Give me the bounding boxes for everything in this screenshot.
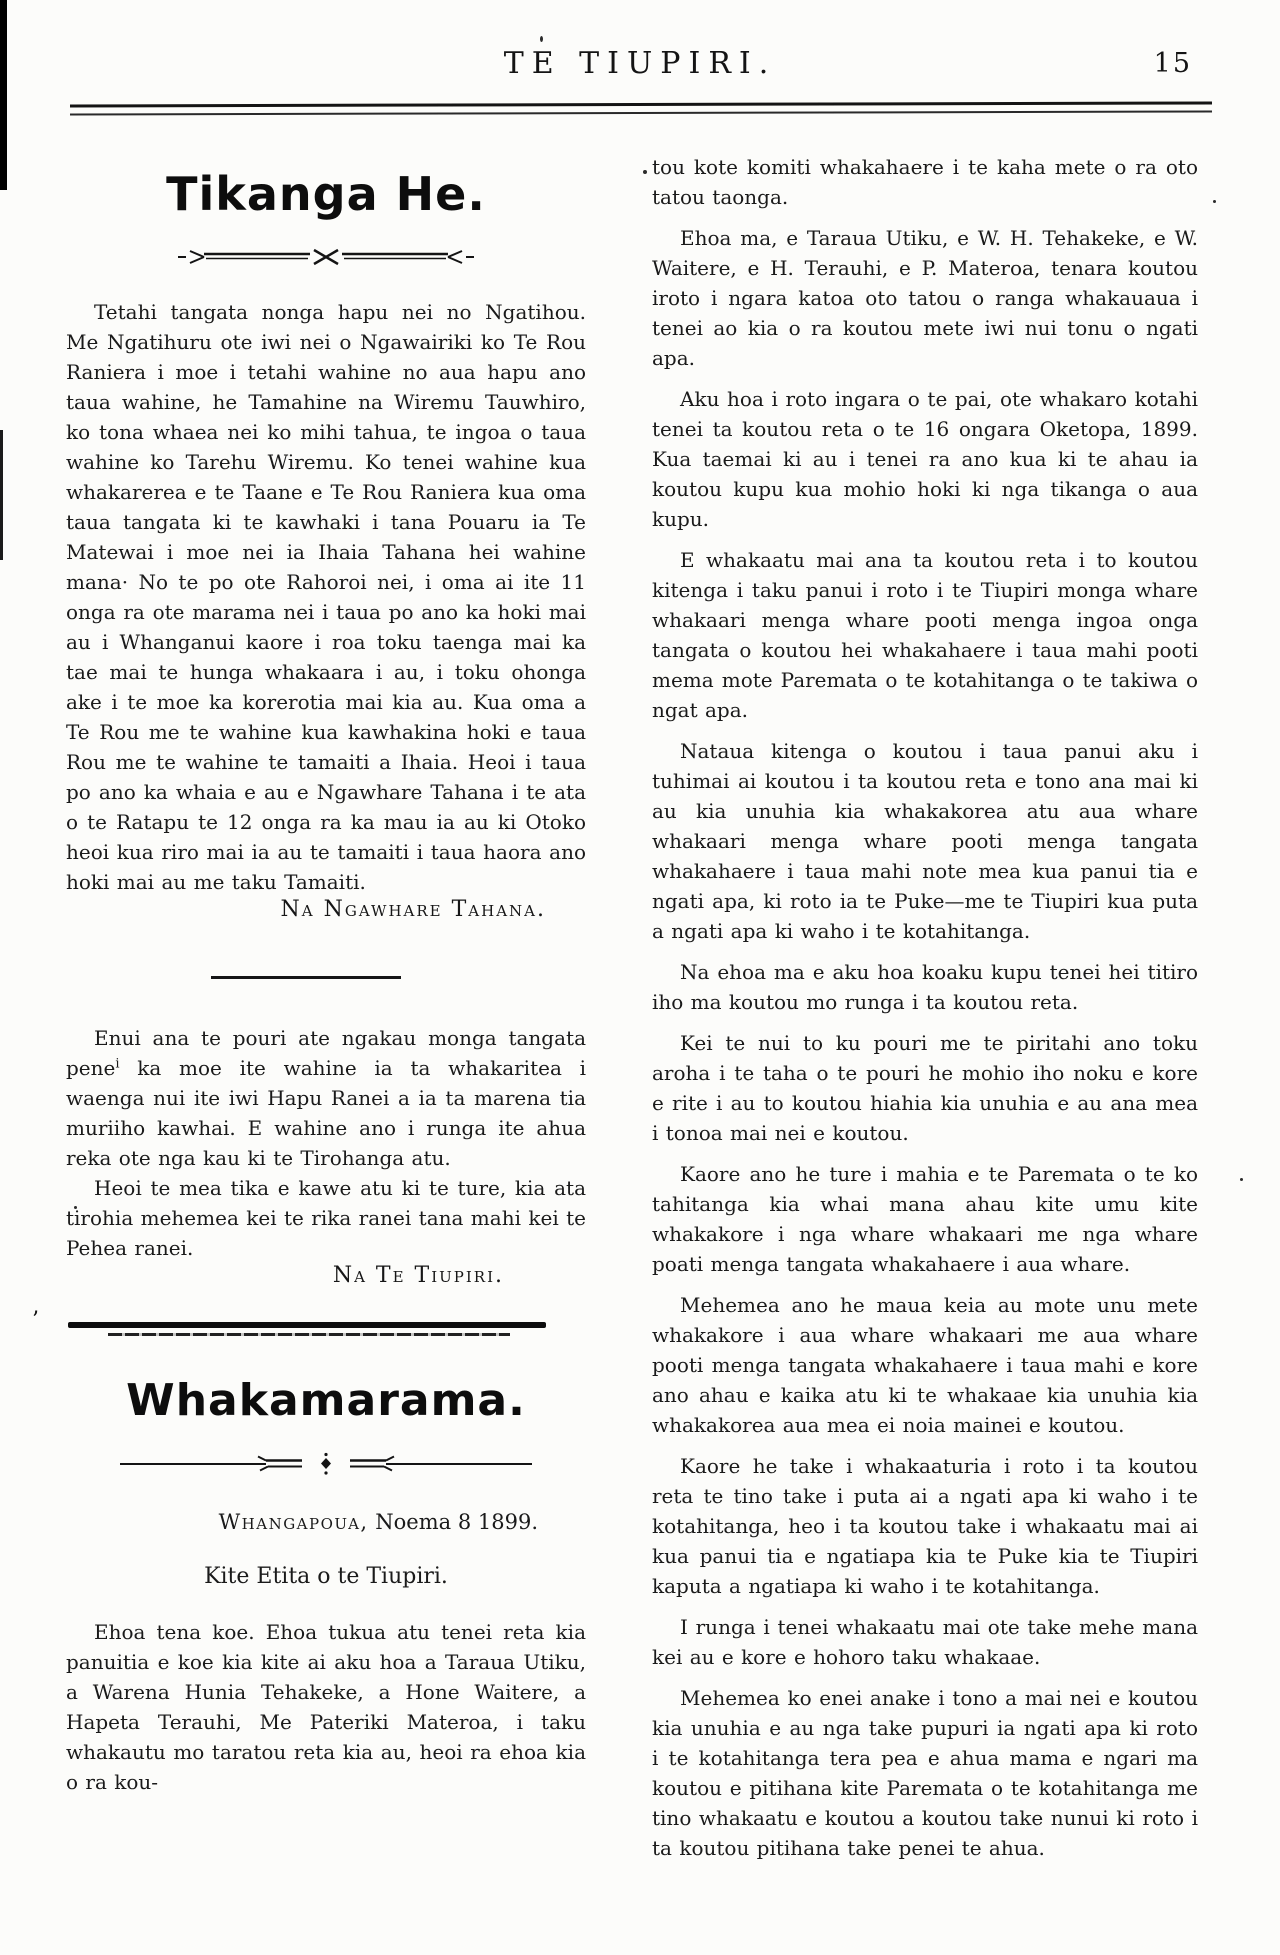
rule-bar — [108, 1333, 510, 1336]
ink-speck — [643, 170, 647, 174]
right-column — [652, 152, 1198, 1863]
paragraph — [66, 1023, 586, 1173]
paragraph-text: ka moe ite wahine ia ta whakaritea i waenga nui ite iwi Hapu Ranei a ia ta marena tia muriiho kawhai. E wahine ano i runga ite ahua reka ote nga kau ki te Tirohanga atu. — [66, 1055, 586, 1170]
heavy-section-rule — [32, 1307, 586, 1340]
section-rule — [211, 976, 401, 979]
paragraph: Aku hoa i roto ingara o te pai, ote whakaro kotahi tenei ta koutou reta o te 16 ongara Oketopa, 1899. Kua taemai ki au i tenei ra ano kua ki te ahau ia koutou kupu kua mohio hoki ki nga tikanga o aua kupu. — [652, 387, 1198, 531]
rule-bar — [68, 1322, 546, 1328]
paragraph: tou kote komiti whakahaere i te kaha mete o ra oto tatou taonga. — [652, 155, 1198, 209]
dateline-date: Noema 8 1899. — [368, 1510, 538, 1535]
paragraph: Nataua kitenga o koutou i taua panui aku i tuhimai ai koutou i ta koutou reta e tono ana mai ki au kia unuhia kia whakakorea atu aua whare whakaari menga whare pooti menga tangata whakahaere i taua mahi note mea kua panui tia e ngati apa, ki roto ia te Puke—me te Tiupiri kua puta a ngati apa ki waho i te kotahitanga. — [652, 739, 1198, 943]
paragraph: Na ehoa ma e aku hoa koaku kupu tenei hei titiro iho ma koutou mo runga i ta koutou reta. — [652, 960, 1198, 1014]
signature-ngawhare-tahana: Na Ngawhare Tahana. — [280, 896, 546, 922]
dateline-place: Whangapoua, — [218, 1510, 369, 1535]
signature-te-tiupiri: Na Te Tiupiri. — [332, 1262, 504, 1288]
ink-speck: ’ — [32, 1307, 39, 1333]
left-column — [32, 167, 586, 1797]
ornamental-divider-dot — [116, 1452, 536, 1476]
salutation: Kite Etita o te Tiupiri. — [204, 1564, 448, 1590]
paragraph: Kei te nui to ku pouri me te piritahi ano toku aroha i te taha o te pouri he mohio iho noku e kore e rite i au to koutou hiahia kia unuhia e au ana mea i tonoa mai nei e koutou. — [652, 1031, 1198, 1145]
ink-speck — [1240, 1178, 1243, 1181]
paragraph: Tetahi tangata nonga hapu nei no Ngatihou. Me Ngatihuru ote iwi nei o Ngawairiki ko Te Rou Raniera i moe i tetahi wahine no aua hapu ano taua wahine, he Tamahine na Wiremu Tauwhiro, ko tona whaea nei ko mihi tahua, te ingoa o taua wahine ko Tarehu Wiremu. Ko tenei wahine kua whakarerea e te Taane e Te Rou Raniera kua oma taua tangata ki te kawhaki i tana Pouaru ia Te Matewai i moe nei ia Ihaia Tahana hei wahine mana· No te po ote Rahoroi nei, i oma ai ite 11 onga ra ote marama nei i taua po ano ka hoki mai au i Whanganui kaore i roa toku taenga mai ka tae mai te hunga whakaara i au, i toku ohonga ake i te moe ka korerotia mai kia au. Kua oma a Te Rou me te wahine kua kawhakina hoki e taua Rou me te wahine te tamaiti a Ihaia. Heoi i taua po ano ka whaia e au e Ngawhare Tahana i te ata o te Ratapu te 12 onga ra ka mau ia au ki Otoko heoi kua riro mai ia au te tamaiti i taua haora ano hoki mai au me taku Tamaiti. — [66, 299, 586, 894]
paragraph: Kaore he take i whakaaturia i roto i ta koutou reta te tino take i puta ai a ngati apa ki waho i te kotahitanga, heo i ta koutou take i whakaatu mai ai kua panui tia e ngatiapa kia te Puke kia te Tiupiri kaputa a ngatiapa ki waho i te kotahitanga. — [652, 1454, 1198, 1598]
paragraph: E whakaatu mai ana ta koutou reta i to koutou kitenga i taku panui i roto i te Tiupiri monga whare whakaari menga whare pooti menga ingoa onga tangata o koutou hei whakahaere i taua mahi pooti mema mote Paremata o te kotahitanga o te takiwa o ngat apa. — [652, 548, 1198, 722]
ink-speck — [540, 36, 543, 42]
masthead-title: TE TIUPIRI. — [503, 46, 777, 81]
paragraph-text: Enui ana te pouri ate ngakau monga tangata pene — [66, 1025, 586, 1080]
scan-artifact — [0, 0, 7, 190]
paragraph: Mehemea ano he maua keia au mote unu mete whakakore i aua whare whakaari me aua whare pooti menga tangata whakahaere i taua mahi e kore ano ahau e kaika atu ki te whakaae kia unuhia kia whakakorea aua mea ei noia mainei e koutou. — [652, 1293, 1198, 1437]
scan-artifact — [0, 430, 3, 560]
paragraph: I runga i tenei whakaatu mai ote take mehe mana kei au e kore e hohoro taku whakaae. — [652, 1615, 1198, 1669]
paragraph: Heoi te mea tika e kawe atu ki te ture, kia ata tirohia mehemea kei te rika ranei tana mahi kei te Pehea ranei. — [66, 1175, 586, 1260]
ink-speck — [1213, 200, 1216, 203]
article-title-whakamarama: Whakamarama. — [126, 1374, 526, 1426]
article-title-tikanga-he: Tikanga He. — [166, 167, 486, 221]
superscript-i: i — [115, 1056, 120, 1072]
page-number: 15 — [1153, 48, 1192, 79]
masthead-rule — [70, 102, 1212, 116]
paragraph: Ehoa tena koe. Ehoa tukua atu tenei reta kia panuitia e koe kia kite ai aku hoa a Taraua Utiku, a Warena Hunia Tehakeke, a Hone Waitere, a Hapeta Terauhi, Me Pateriki Materoa, i taku whakautu mo taratou reta kia au, heoi ra ehoa kia o ra kou- — [66, 1620, 586, 1795]
paragraph: Mehemea ko enei anake i tono a mai nei e koutou kia unuhia e au nga take pupuri ia ngati apa ki roto i te kotahitanga tera pea e ahua mama e ngari ma koutou e pitihana kite Paremata o te kotahitanga me tino whakaatu e koutou a koutou take nunui ki roto i ta koutou pitihana take penei te ahua. — [652, 1686, 1198, 1860]
paragraph: Kaore ano he ture i mahia e te Paremata o te ko tahitanga kia whai mana ahau kite umu kite whakakore i nga whare whakaari me nga whare poati menga tangata whakahaere i aua whare. — [652, 1162, 1198, 1276]
dateline — [66, 1510, 586, 1534]
paragraph: Ehoa ma, e Taraua Utiku, e W. H. Tehakeke, e W. Waitere, e H. Terauhi, e P. Materoa, tenara koutou iroto i ngara katoa oto tatou o ranga whakauaua i tenei ao kia o ra koutou mete iwi nui tonu o ngati apa. — [652, 226, 1198, 370]
ornamental-divider-x — [176, 243, 476, 271]
